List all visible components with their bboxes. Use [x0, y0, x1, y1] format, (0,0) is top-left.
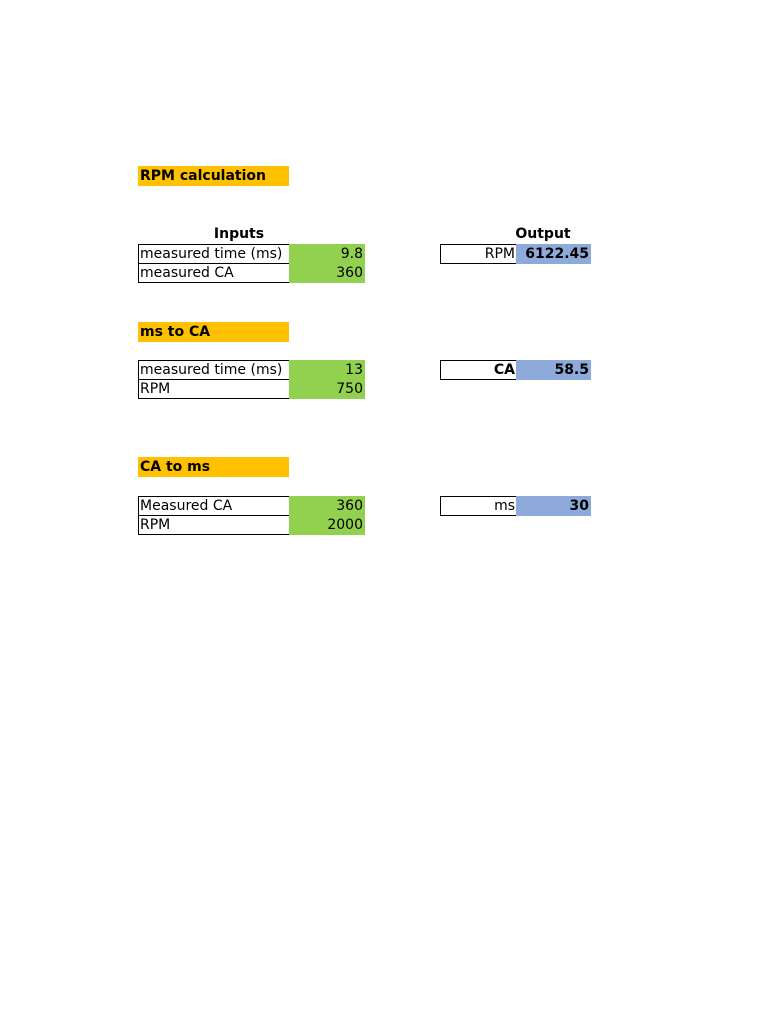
inputs-header: Inputs: [213, 226, 265, 242]
section-title-ms-to-ca: ms to CA: [138, 322, 289, 342]
output-header: Output: [515, 226, 571, 242]
section-title-rpm-calculation: RPM calculation: [138, 166, 289, 186]
input-label-measured-time[interactable]: measured time (ms): [138, 244, 290, 264]
output-label-ca[interactable]: CA: [440, 360, 517, 380]
input-value-measured-time[interactable]: 13: [289, 360, 365, 380]
output-label-rpm[interactable]: RPM: [440, 244, 517, 264]
output-label-ms[interactable]: ms: [440, 496, 517, 516]
output-value-rpm[interactable]: 6122.45: [516, 244, 591, 264]
input-label-measured-ca[interactable]: measured CA: [138, 263, 290, 283]
input-label-rpm[interactable]: RPM: [138, 379, 290, 399]
input-value-rpm[interactable]: 2000: [289, 515, 365, 535]
input-value-measured-ca[interactable]: 360: [289, 263, 365, 283]
input-value-measured-ca[interactable]: 360: [289, 496, 365, 516]
input-label-measured-ca[interactable]: Measured CA: [138, 496, 290, 516]
input-value-measured-time[interactable]: 9.8: [289, 244, 365, 264]
input-label-rpm[interactable]: RPM: [138, 515, 290, 535]
input-label-measured-time[interactable]: measured time (ms): [138, 360, 290, 380]
output-value-ca[interactable]: 58.5: [516, 360, 591, 380]
section-title-ca-to-ms: CA to ms: [138, 457, 289, 477]
output-value-ms[interactable]: 30: [516, 496, 591, 516]
input-value-rpm[interactable]: 750: [289, 379, 365, 399]
